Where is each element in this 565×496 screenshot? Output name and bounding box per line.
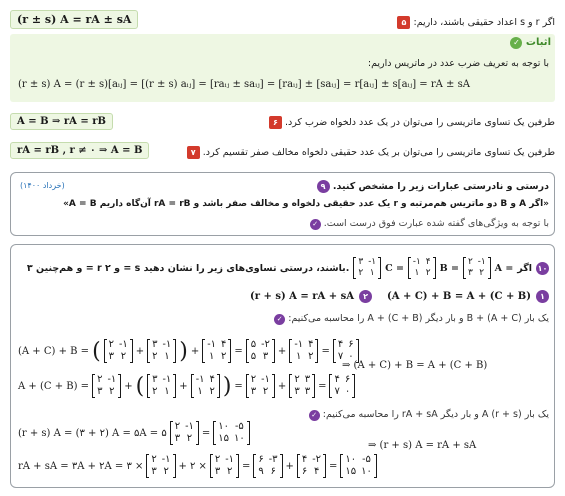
matrix-grid bbox=[205, 339, 228, 363]
matrix-right-bracket bbox=[173, 454, 176, 478]
item5-statement bbox=[397, 16, 555, 29]
q9-title-line bbox=[317, 180, 549, 193]
item7-text: طرفین یک تساوی ماتریسی را می‌توان بر یک عدد حقیقی دلخواه مخالف صفر تقسیم کرد. bbox=[202, 147, 555, 158]
matrix-cell: ۷ bbox=[334, 386, 340, 397]
sol1-check-icon: ✓ bbox=[274, 314, 285, 325]
sol2-conclusion: ⇒ (r + s) A = rA + sA bbox=[368, 440, 477, 451]
matrix-cell: -۱ bbox=[225, 454, 234, 465]
q9-check-icon: ✓ bbox=[310, 219, 321, 230]
sol2-l2-A bbox=[146, 454, 175, 478]
matrix-cell: ۶ bbox=[270, 466, 276, 477]
q10-sol1-intro bbox=[274, 313, 549, 325]
matrix-grid bbox=[150, 374, 173, 398]
matrix-grid bbox=[107, 339, 130, 363]
sol1-l1-B bbox=[202, 339, 231, 363]
matrix-cell: ۳ bbox=[152, 374, 158, 385]
matrix-right-bracket bbox=[236, 454, 239, 478]
item5-formula-box bbox=[10, 10, 138, 29]
matrix-cell: ۳ bbox=[304, 386, 311, 397]
sol1-l1-B2 bbox=[289, 339, 318, 363]
matrix-B-label: B = bbox=[439, 262, 459, 274]
close-paren: ) bbox=[179, 338, 188, 364]
matrix-right-bracket bbox=[352, 374, 355, 398]
item6-statement bbox=[269, 116, 555, 129]
matrix-cell: ۲ bbox=[308, 351, 314, 362]
plus-sign: + bbox=[285, 460, 294, 472]
proof-formula: (r ± s) A = (r ± s)[aᵢⱼ] = [(r ± s) aᵢⱼ] = [raᵢⱼ ± saᵢⱼ] = [raᵢⱼ] ± [saᵢⱼ] = r[aᵢⱼ] ± s[aᵢⱼ] = rA ± sA bbox=[18, 79, 470, 90]
q10-part2-line bbox=[250, 290, 372, 303]
plus-sign: + bbox=[179, 380, 188, 392]
sol2-l2-3A bbox=[253, 454, 282, 478]
matrix-cell: ۵ bbox=[250, 351, 257, 362]
matrix-cell: ۴ bbox=[337, 339, 344, 350]
matrix-cell: ۴ bbox=[221, 339, 227, 350]
matrix-grid bbox=[173, 421, 196, 445]
matrix-grid bbox=[95, 374, 118, 398]
matrix-grid bbox=[194, 374, 217, 398]
matrix-cell: ۳ bbox=[250, 386, 257, 397]
plus-sign: + bbox=[178, 460, 187, 472]
matrix-cell: -۲ bbox=[261, 339, 270, 350]
plus-sign: + bbox=[135, 345, 145, 357]
item7-statement bbox=[187, 146, 555, 159]
matrix-A-label: A = bbox=[494, 262, 514, 274]
matrix-cell: ۲ bbox=[209, 386, 215, 397]
matrix-cell: ۱ bbox=[197, 386, 203, 397]
equals-sign: = bbox=[242, 460, 251, 472]
sol1-l2-C bbox=[147, 374, 176, 398]
matrix-cell: -۱ bbox=[412, 257, 421, 267]
matrix-C bbox=[353, 257, 381, 279]
item5-text: اگر r و s اعداد حقیقی باشند، داریم: bbox=[413, 17, 555, 28]
sol1-l2-A bbox=[92, 374, 121, 398]
matrix-cell: ۳ bbox=[294, 386, 300, 397]
q9-answer-line bbox=[310, 218, 549, 230]
q10-sol1-text: یک بار (A + C) + B و بار دیگر A + (C + B) را محاسبه می‌کنیم: bbox=[288, 313, 549, 324]
matrix-B bbox=[408, 257, 436, 279]
matrix-cell: -۱ bbox=[162, 374, 172, 385]
q9-statement: «اگر A و B دو ماتریس هم‌مرتبه و r یک عدد حقیقی دلخواه و مخالف صفر باشد و rA = rB آن‌گاه داریم A = B» bbox=[63, 199, 549, 209]
sol2-line1-lhs: (r + s) A = (۳ + ۲) A = ۵A = ۵ bbox=[18, 427, 167, 439]
matrix-cell: ۱ bbox=[296, 351, 302, 362]
matrix-cell: ۳ bbox=[304, 374, 311, 385]
open-paren: ( bbox=[92, 338, 101, 364]
matrix-right-bracket bbox=[217, 374, 220, 398]
sol1-l2-B bbox=[191, 374, 220, 398]
matrix-cell: ۴ bbox=[301, 454, 308, 465]
matrix-cell: -۱ bbox=[477, 257, 486, 267]
matrix-C-label: C = bbox=[385, 262, 404, 274]
close-paren: ) bbox=[222, 373, 232, 399]
matrix-cell: ۲ bbox=[163, 466, 169, 477]
item7-formula: rA = rB , r ≠ ۰ ⇒ A = B bbox=[17, 145, 143, 156]
q10-part2: (r + s) A = rA + sA bbox=[250, 291, 355, 302]
sol1-l1-A bbox=[104, 339, 133, 363]
matrix-cell: ۲ bbox=[294, 374, 300, 385]
matrix-grid bbox=[249, 374, 272, 398]
q10-sol2-text: یک بار (r + s) A و بار دیگر rA + sA را محاسبه می‌کنیم: bbox=[322, 409, 549, 420]
matrix-cell: ۶ bbox=[344, 374, 351, 385]
matrix-right-bracket bbox=[315, 339, 318, 363]
matrix-cell: ۰ bbox=[344, 386, 351, 397]
matrix-cell: ۲ bbox=[97, 374, 103, 385]
matrix-cell: ۳ bbox=[262, 351, 269, 362]
sol1-l1-C bbox=[147, 339, 176, 363]
matrix-right-bracket bbox=[173, 339, 176, 363]
sol2-l2-2A bbox=[297, 454, 326, 478]
item6-formula-box bbox=[10, 113, 113, 130]
matrix-cell: ۲ bbox=[186, 433, 193, 444]
matrix-cell: ۳ bbox=[467, 268, 473, 278]
sol2-line1 bbox=[18, 418, 250, 448]
matrix-cell: ۴ bbox=[209, 374, 215, 385]
matrix-cell: -۳ bbox=[268, 454, 278, 465]
matrix-right-bracket bbox=[433, 257, 436, 279]
matrix-grid bbox=[356, 257, 378, 279]
matrix-cell: ۹ bbox=[258, 466, 264, 477]
q10-part1: (A + C) + B = A + (C + B) bbox=[387, 291, 531, 302]
matrix-cell: ۲ bbox=[151, 454, 157, 465]
matrix-cell: ۱۰ bbox=[218, 421, 229, 432]
matrix-cell: ۳ bbox=[151, 466, 157, 477]
matrix-cell: ۱ bbox=[208, 351, 215, 362]
matrix-grid bbox=[292, 374, 312, 398]
equals-sign: = bbox=[329, 460, 338, 472]
matrix-cell: -۵ bbox=[234, 421, 244, 432]
matrix-right-bracket bbox=[374, 454, 377, 478]
sol2-l2-A2 bbox=[210, 454, 239, 478]
sol1-line2-result bbox=[329, 374, 355, 398]
matrix-cell: ۲ bbox=[479, 268, 485, 278]
matrix-grid bbox=[213, 454, 236, 478]
matrix-grid bbox=[256, 454, 279, 478]
matrix-cell: ۱ bbox=[164, 351, 170, 362]
matrix-cell: -۱ bbox=[161, 454, 171, 465]
sol2-line2-result bbox=[340, 454, 377, 478]
sol1-line1-lhs: (A + C) + B = bbox=[18, 345, 90, 357]
matrix-cell: ۱ bbox=[164, 386, 170, 397]
matrix-grid bbox=[343, 454, 374, 478]
q10-part2-badge: ۲ bbox=[359, 290, 372, 303]
matrix-grid bbox=[149, 454, 172, 478]
matrix-right-bracket bbox=[323, 454, 326, 478]
open-paren: ( bbox=[135, 373, 145, 399]
matrix-grid bbox=[216, 421, 247, 445]
matrix-right-bracket bbox=[247, 421, 250, 445]
matrix-right-bracket bbox=[280, 454, 283, 478]
matrix-grid bbox=[249, 339, 272, 363]
matrix-right-bracket bbox=[173, 374, 176, 398]
matrix-cell: ۲ bbox=[262, 386, 269, 397]
sol2-line2-lhs: rA + sA = ۳A + ۲A = ۳ × bbox=[18, 460, 144, 472]
proof-intro: با توجه به تعریف ضرب عدد در ماتریس داریم: bbox=[367, 58, 549, 69]
q9-title: درستی و نادرستی عبارات زیر را مشخص کنید. bbox=[332, 181, 549, 192]
equals-sign: = bbox=[318, 380, 327, 392]
matrix-cell: ۲ bbox=[120, 351, 127, 362]
plus-sign: + bbox=[277, 345, 287, 357]
q10-statement bbox=[27, 254, 549, 282]
matrix-cell: ۲ bbox=[214, 454, 221, 465]
q10-if: اگر bbox=[517, 262, 532, 274]
matrix-cell: -۱ bbox=[119, 339, 128, 350]
item7-formula-box bbox=[10, 142, 149, 159]
plus-sign: + bbox=[277, 380, 287, 392]
matrix-cell: ۲ bbox=[108, 339, 115, 350]
proof-header bbox=[510, 37, 551, 49]
matrix-cell: ۲ bbox=[152, 351, 158, 362]
sol1-line2-lhs: A + (C + B) = bbox=[18, 380, 90, 392]
matrix-cell: ۶ bbox=[348, 339, 354, 350]
matrix-right-bracket bbox=[272, 374, 275, 398]
sol2-check-icon: ✓ bbox=[309, 410, 320, 421]
matrix-right-bracket bbox=[312, 374, 315, 398]
matrix-cell: ۳ bbox=[174, 433, 181, 444]
matrix-cell: ۲ bbox=[358, 268, 364, 278]
equals-sign: = bbox=[234, 345, 243, 357]
matrix-cell: ۶ bbox=[301, 466, 308, 477]
matrix-cell: ۴ bbox=[313, 466, 320, 477]
item6-text: طرفین یک تساوی ماتریسی را می‌توان در یک عدد دلخواه ضرب کرد. bbox=[284, 117, 555, 128]
matrix-cell: -۵ bbox=[362, 454, 371, 465]
matrix-cell: ۱۰ bbox=[361, 466, 372, 477]
matrix-cell: -۱ bbox=[162, 339, 172, 350]
plus-sign: + bbox=[190, 345, 200, 357]
matrix-cell: ۴ bbox=[334, 374, 340, 385]
item6-formula: A = B ⇒ rA = rB bbox=[17, 116, 106, 127]
matrix-cell: ۷ bbox=[337, 351, 344, 362]
matrix-cell: ۳ bbox=[214, 466, 221, 477]
matrix-cell: ۲ bbox=[221, 351, 227, 362]
matrix-A bbox=[463, 257, 491, 279]
q10-part1-line bbox=[387, 290, 549, 303]
sol1-line1 bbox=[18, 335, 359, 367]
matrix-right-bracket bbox=[196, 421, 199, 445]
q9-number-badge: ۹ bbox=[317, 180, 330, 193]
matrix-cell: -۱ bbox=[368, 257, 377, 267]
item6-number-badge: ۶ bbox=[269, 116, 282, 129]
matrix-right-bracket bbox=[272, 339, 275, 363]
matrix-grid bbox=[466, 257, 488, 279]
matrix-cell: ۴ bbox=[308, 339, 314, 350]
sol1-conclusion: ⇒ (A + C) + B = A + (C + B) bbox=[342, 360, 488, 371]
matrix-cell: ۶ bbox=[258, 454, 264, 465]
plus-sign: + bbox=[124, 380, 133, 392]
check-icon: ✓ bbox=[510, 37, 522, 49]
two-times: ۲ × bbox=[189, 460, 207, 472]
matrix-cell: ۱۵ bbox=[345, 466, 357, 477]
matrix-cell: ۰ bbox=[348, 351, 354, 362]
matrix-right-bracket bbox=[118, 374, 121, 398]
sol1-line2 bbox=[18, 370, 355, 402]
matrix-cell: ۲ bbox=[226, 466, 233, 477]
matrix-cell: ۳ bbox=[358, 257, 364, 267]
q10-part1-badge: ۱ bbox=[536, 290, 549, 303]
item5-formula: (r ± s) A = rA ± sA bbox=[17, 13, 132, 26]
equals-sign: = bbox=[201, 427, 211, 439]
sol2-line2 bbox=[18, 451, 377, 481]
matrix-cell: ۲ bbox=[174, 421, 181, 432]
matrix-cell: -۱ bbox=[261, 374, 270, 385]
matrix-cell: ۱۰ bbox=[233, 433, 245, 444]
q9-source: (خرداد ۱۴۰۰) bbox=[20, 181, 65, 190]
matrix-grid bbox=[150, 339, 173, 363]
sol1-l2-A2 bbox=[246, 374, 275, 398]
matrix-grid bbox=[332, 374, 352, 398]
proof-label: اثبات bbox=[525, 37, 551, 48]
matrix-grid bbox=[300, 454, 323, 478]
matrix-cell: ۲ bbox=[250, 374, 257, 385]
equals-sign: = bbox=[234, 380, 243, 392]
matrix-cell: ۳ bbox=[152, 339, 158, 350]
matrix-grid bbox=[411, 257, 433, 279]
matrix-cell: -۱ bbox=[207, 339, 217, 350]
matrix-cell: ۱۵ bbox=[218, 433, 229, 444]
item7-number-badge: ۷ bbox=[187, 146, 200, 159]
matrix-right-bracket bbox=[488, 257, 491, 279]
sol2-line1-result bbox=[213, 421, 250, 445]
matrix-cell: ۱۰ bbox=[345, 454, 357, 465]
sol1-l1-sum bbox=[246, 339, 275, 363]
matrix-cell: ۵ bbox=[250, 339, 257, 350]
item5-number-badge: ۵ bbox=[397, 16, 410, 29]
matrix-cell: -۱ bbox=[195, 374, 205, 385]
matrix-right-bracket bbox=[378, 257, 381, 279]
matrix-cell: -۱ bbox=[294, 339, 304, 350]
matrix-cell: ۲ bbox=[109, 386, 115, 397]
equals-sign: = bbox=[321, 345, 330, 357]
matrix-cell: ۳ bbox=[97, 386, 103, 397]
matrix-cell: ۳ bbox=[108, 351, 115, 362]
matrix-cell: ۱ bbox=[414, 268, 420, 278]
q10-statement-rest: و هم‌چنین ۳ = r و ۲ = s باشند، درستی تساوی‌های زیر را نشان دهید. bbox=[26, 262, 350, 274]
matrix-right-bracket bbox=[228, 339, 231, 363]
matrix-cell: -۱ bbox=[107, 374, 117, 385]
matrix-cell: -۱ bbox=[185, 421, 194, 432]
q9-answer: با توجه به ویژگی‌های گفته شده عبارت فوق درست است. bbox=[323, 218, 549, 229]
matrix-cell: ۱ bbox=[369, 268, 375, 278]
sol1-l2-CB bbox=[289, 374, 315, 398]
matrix-cell: ۲ bbox=[467, 257, 473, 267]
matrix-cell: -۲ bbox=[312, 454, 322, 465]
q10-number-badge: ۱۰ bbox=[537, 263, 548, 273]
matrix-right-bracket bbox=[130, 339, 133, 363]
matrix-cell: ۲ bbox=[425, 268, 431, 278]
matrix-cell: ۲ bbox=[152, 386, 158, 397]
matrix-grid bbox=[292, 339, 315, 363]
matrix-cell: ۴ bbox=[425, 257, 431, 267]
q10-sol2-intro bbox=[309, 409, 549, 421]
sol2-l1-A bbox=[170, 421, 199, 445]
